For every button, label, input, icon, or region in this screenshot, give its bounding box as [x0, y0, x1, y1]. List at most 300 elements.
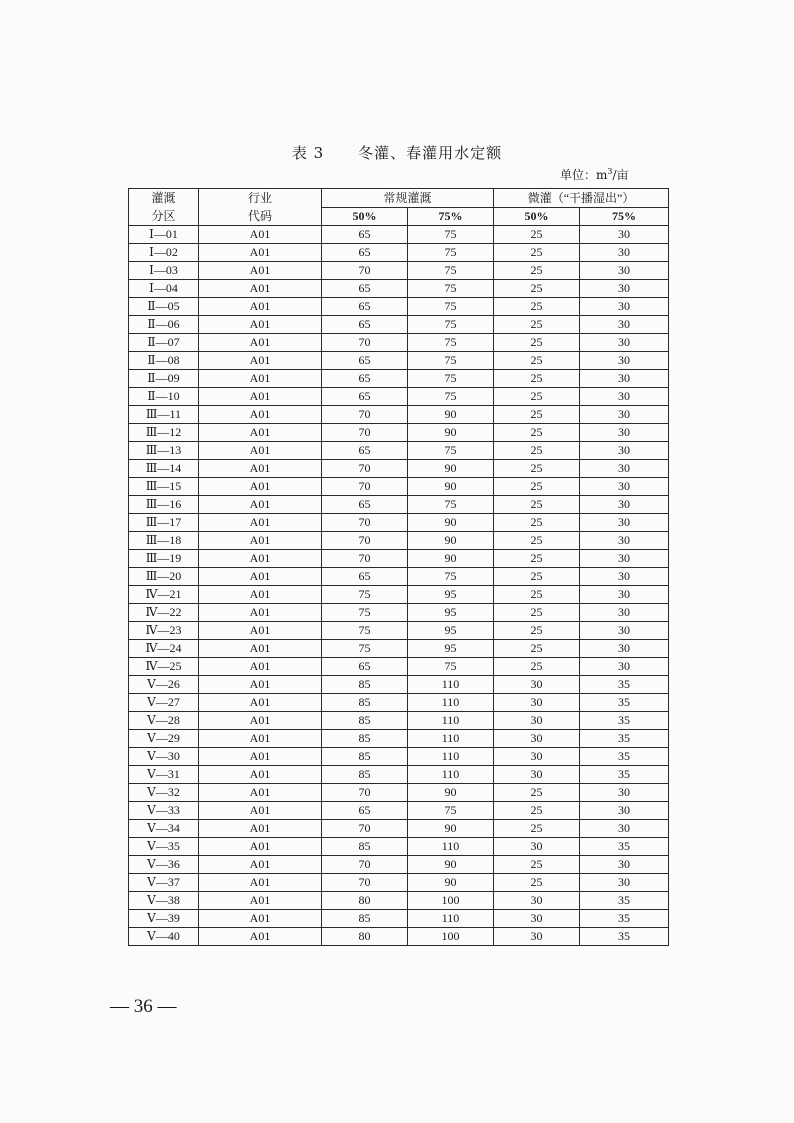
micro-75-cell: 30: [580, 550, 669, 568]
micro-50-cell: 25: [494, 262, 580, 280]
regular-75-cell: 90: [408, 478, 494, 496]
micro-50-cell: 25: [494, 352, 580, 370]
regular-75-cell: 95: [408, 604, 494, 622]
regular-50-cell: 65: [322, 496, 408, 514]
table-number: 表 3: [291, 144, 325, 162]
industry-code-cell: A01: [199, 316, 322, 334]
regular-50-cell: 70: [322, 550, 408, 568]
industry-code-cell: A01: [199, 874, 322, 892]
industry-code-cell: A01: [199, 298, 322, 316]
header-micro-irrigation: 微灌（“干播湿出”）: [494, 189, 669, 208]
micro-50-cell: 30: [494, 676, 580, 694]
table-row: [129, 586, 669, 604]
regular-50-cell: 70: [322, 532, 408, 550]
micro-50-cell: 25: [494, 424, 580, 442]
regular-75-cell: 90: [408, 820, 494, 838]
micro-50-cell: 25: [494, 334, 580, 352]
zone-cell: Ⅴ—34: [129, 820, 199, 838]
zone-cell: Ⅲ—12: [129, 424, 199, 442]
micro-50-cell: 30: [494, 928, 580, 946]
zone-cell: Ⅲ—15: [129, 478, 199, 496]
regular-50-cell: 85: [322, 712, 408, 730]
zone-cell: Ⅴ—27: [129, 694, 199, 712]
table-row: [129, 514, 669, 532]
table-row: [129, 424, 669, 442]
table-row: [129, 766, 669, 784]
table-row: [129, 280, 669, 298]
industry-code-cell: A01: [199, 478, 322, 496]
micro-75-cell: 30: [580, 640, 669, 658]
regular-50-cell: 70: [322, 478, 408, 496]
regular-50-cell: 80: [322, 928, 408, 946]
table-row: [129, 856, 669, 874]
micro-75-cell: 30: [580, 820, 669, 838]
regular-50-cell: 80: [322, 892, 408, 910]
micro-50-cell: 25: [494, 604, 580, 622]
industry-code-cell: A01: [199, 802, 322, 820]
zone-cell: Ⅴ—38: [129, 892, 199, 910]
micro-75-cell: 30: [580, 370, 669, 388]
micro-75-cell: 30: [580, 316, 669, 334]
table-row: [129, 298, 669, 316]
industry-code-cell: A01: [199, 406, 322, 424]
zone-cell: Ⅱ—06: [129, 316, 199, 334]
micro-50-cell: 25: [494, 514, 580, 532]
regular-50-cell: 85: [322, 676, 408, 694]
zone-cell: Ⅳ—23: [129, 622, 199, 640]
regular-50-cell: 65: [322, 226, 408, 244]
table-row: [129, 442, 669, 460]
table-row: [129, 910, 669, 928]
regular-50-cell: 75: [322, 640, 408, 658]
header-regular-50: 50%: [322, 208, 408, 226]
micro-50-cell: 30: [494, 748, 580, 766]
table-row: [129, 226, 669, 244]
micro-75-cell: 30: [580, 586, 669, 604]
micro-75-cell: 30: [580, 874, 669, 892]
zone-cell: Ⅲ—18: [129, 532, 199, 550]
micro-50-cell: 25: [494, 280, 580, 298]
industry-code-cell: A01: [199, 730, 322, 748]
regular-50-cell: 85: [322, 694, 408, 712]
regular-50-cell: 65: [322, 658, 408, 676]
micro-50-cell: 25: [494, 478, 580, 496]
micro-75-cell: 35: [580, 676, 669, 694]
micro-50-cell: 25: [494, 802, 580, 820]
regular-50-cell: 85: [322, 766, 408, 784]
table-row: [129, 802, 669, 820]
industry-code-cell: A01: [199, 496, 322, 514]
micro-50-cell: 30: [494, 712, 580, 730]
unit-suffix: /亩: [612, 168, 629, 182]
industry-code-cell: A01: [199, 784, 322, 802]
table-row: [129, 388, 669, 406]
micro-50-cell: 30: [494, 892, 580, 910]
zone-cell: Ⅳ—24: [129, 640, 199, 658]
industry-code-cell: A01: [199, 568, 322, 586]
regular-75-cell: 100: [408, 928, 494, 946]
micro-75-cell: 30: [580, 532, 669, 550]
regular-50-cell: 70: [322, 874, 408, 892]
micro-50-cell: 25: [494, 658, 580, 676]
regular-50-cell: 65: [322, 568, 408, 586]
table-row: [129, 820, 669, 838]
zone-cell: Ⅴ—36: [129, 856, 199, 874]
regular-50-cell: 70: [322, 460, 408, 478]
micro-75-cell: 35: [580, 838, 669, 856]
regular-50-cell: 70: [322, 424, 408, 442]
table-row: [129, 658, 669, 676]
table-row: [129, 712, 669, 730]
regular-75-cell: 75: [408, 352, 494, 370]
regular-50-cell: 65: [322, 370, 408, 388]
regular-75-cell: 75: [408, 388, 494, 406]
regular-50-cell: 70: [322, 406, 408, 424]
zone-cell: Ⅰ—01: [129, 226, 199, 244]
table-body: [129, 226, 669, 946]
micro-50-cell: 25: [494, 856, 580, 874]
regular-75-cell: 110: [408, 838, 494, 856]
industry-code-cell: A01: [199, 388, 322, 406]
zone-cell: Ⅰ—03: [129, 262, 199, 280]
regular-75-cell: 110: [408, 748, 494, 766]
industry-code-cell: A01: [199, 838, 322, 856]
regular-50-cell: 85: [322, 730, 408, 748]
micro-50-cell: 25: [494, 496, 580, 514]
table-row: [129, 874, 669, 892]
regular-75-cell: 95: [408, 586, 494, 604]
industry-code-cell: A01: [199, 766, 322, 784]
industry-code-cell: A01: [199, 604, 322, 622]
table-row: [129, 892, 669, 910]
regular-50-cell: 85: [322, 838, 408, 856]
table-row: [129, 838, 669, 856]
regular-75-cell: 75: [408, 370, 494, 388]
zone-cell: Ⅲ—17: [129, 514, 199, 532]
regular-75-cell: 90: [408, 532, 494, 550]
table-row: [129, 568, 669, 586]
micro-75-cell: 35: [580, 928, 669, 946]
industry-code-cell: A01: [199, 712, 322, 730]
zone-cell: Ⅳ—21: [129, 586, 199, 604]
industry-code-cell: A01: [199, 262, 322, 280]
micro-75-cell: 35: [580, 730, 669, 748]
regular-50-cell: 75: [322, 622, 408, 640]
regular-75-cell: 90: [408, 406, 494, 424]
zone-cell: Ⅲ—14: [129, 460, 199, 478]
table-row: [129, 478, 669, 496]
regular-50-cell: 70: [322, 820, 408, 838]
header-zone-line1: 灌溉: [151, 191, 176, 205]
industry-code-cell: A01: [199, 424, 322, 442]
table-row: [129, 334, 669, 352]
regular-50-cell: 85: [322, 910, 408, 928]
micro-50-cell: 25: [494, 388, 580, 406]
micro-75-cell: 30: [580, 334, 669, 352]
unit-prefix: 单位：m: [560, 168, 608, 182]
regular-75-cell: 90: [408, 856, 494, 874]
regular-75-cell: 75: [408, 496, 494, 514]
table-row: [129, 370, 669, 388]
industry-code-cell: A01: [199, 334, 322, 352]
zone-cell: Ⅲ—11: [129, 406, 199, 424]
micro-50-cell: 30: [494, 694, 580, 712]
micro-75-cell: 35: [580, 766, 669, 784]
page-number: — 36 —: [110, 996, 177, 1017]
header-regular-75: 75%: [408, 208, 494, 226]
table-row: [129, 640, 669, 658]
zone-cell: Ⅲ—19: [129, 550, 199, 568]
industry-code-cell: A01: [199, 622, 322, 640]
micro-75-cell: 30: [580, 604, 669, 622]
micro-75-cell: 30: [580, 460, 669, 478]
micro-50-cell: 25: [494, 370, 580, 388]
regular-75-cell: 110: [408, 766, 494, 784]
micro-75-cell: 30: [580, 514, 669, 532]
regular-75-cell: 100: [408, 892, 494, 910]
regular-75-cell: 90: [408, 460, 494, 478]
industry-code-cell: A01: [199, 820, 322, 838]
zone-cell: Ⅰ—04: [129, 280, 199, 298]
zone-cell: Ⅳ—25: [129, 658, 199, 676]
table-row: [129, 622, 669, 640]
micro-50-cell: 25: [494, 406, 580, 424]
industry-code-cell: A01: [199, 928, 322, 946]
micro-75-cell: 30: [580, 802, 669, 820]
micro-50-cell: 25: [494, 640, 580, 658]
regular-50-cell: 65: [322, 316, 408, 334]
regular-75-cell: 95: [408, 622, 494, 640]
zone-cell: Ⅲ—16: [129, 496, 199, 514]
header-zone: [129, 189, 199, 226]
water-quota-table: [128, 188, 669, 946]
unit-superscript: 3: [607, 167, 613, 176]
regular-75-cell: 110: [408, 694, 494, 712]
industry-code-cell: A01: [199, 640, 322, 658]
zone-cell: Ⅲ—13: [129, 442, 199, 460]
industry-code-cell: A01: [199, 550, 322, 568]
micro-50-cell: 25: [494, 442, 580, 460]
micro-75-cell: 30: [580, 352, 669, 370]
industry-code-cell: A01: [199, 694, 322, 712]
regular-50-cell: 70: [322, 784, 408, 802]
zone-cell: Ⅱ—05: [129, 298, 199, 316]
zone-cell: Ⅴ—26: [129, 676, 199, 694]
micro-75-cell: 35: [580, 694, 669, 712]
micro-75-cell: 30: [580, 298, 669, 316]
zone-cell: Ⅱ—10: [129, 388, 199, 406]
micro-75-cell: 30: [580, 496, 669, 514]
regular-50-cell: 65: [322, 298, 408, 316]
micro-50-cell: 25: [494, 784, 580, 802]
industry-code-cell: A01: [199, 352, 322, 370]
micro-50-cell: 30: [494, 838, 580, 856]
industry-code-cell: A01: [199, 532, 322, 550]
regular-50-cell: 65: [322, 280, 408, 298]
regular-50-cell: 65: [322, 352, 408, 370]
regular-75-cell: 110: [408, 676, 494, 694]
header-industry-code: [199, 189, 322, 226]
micro-75-cell: 30: [580, 244, 669, 262]
regular-75-cell: 75: [408, 226, 494, 244]
regular-75-cell: 90: [408, 784, 494, 802]
regular-75-cell: 75: [408, 316, 494, 334]
table-row: [129, 262, 669, 280]
regular-50-cell: 70: [322, 334, 408, 352]
regular-75-cell: 75: [408, 658, 494, 676]
micro-75-cell: 30: [580, 424, 669, 442]
regular-75-cell: 75: [408, 802, 494, 820]
table-row: [129, 694, 669, 712]
table-row: [129, 676, 669, 694]
micro-50-cell: 25: [494, 460, 580, 478]
industry-code-cell: A01: [199, 586, 322, 604]
micro-50-cell: 30: [494, 766, 580, 784]
table-row: [129, 352, 669, 370]
industry-code-cell: A01: [199, 676, 322, 694]
table-row: [129, 550, 669, 568]
micro-50-cell: 25: [494, 820, 580, 838]
zone-cell: Ⅰ—02: [129, 244, 199, 262]
micro-50-cell: 25: [494, 586, 580, 604]
micro-50-cell: 30: [494, 910, 580, 928]
regular-75-cell: 75: [408, 334, 494, 352]
regular-75-cell: 75: [408, 280, 494, 298]
micro-50-cell: 25: [494, 298, 580, 316]
zone-cell: Ⅴ—35: [129, 838, 199, 856]
micro-75-cell: 30: [580, 406, 669, 424]
micro-50-cell: 25: [494, 874, 580, 892]
regular-75-cell: 75: [408, 568, 494, 586]
industry-code-cell: A01: [199, 748, 322, 766]
regular-50-cell: 75: [322, 586, 408, 604]
industry-code-cell: A01: [199, 514, 322, 532]
micro-75-cell: 30: [580, 262, 669, 280]
zone-cell: Ⅴ—29: [129, 730, 199, 748]
industry-code-cell: A01: [199, 280, 322, 298]
zone-cell: Ⅱ—07: [129, 334, 199, 352]
zone-cell: Ⅴ—37: [129, 874, 199, 892]
header-zone-line2: 分区: [151, 209, 176, 223]
industry-code-cell: A01: [199, 370, 322, 388]
zone-cell: Ⅲ—20: [129, 568, 199, 586]
regular-50-cell: 70: [322, 856, 408, 874]
micro-75-cell: 35: [580, 892, 669, 910]
table-row: [129, 784, 669, 802]
micro-75-cell: 30: [580, 226, 669, 244]
regular-50-cell: 65: [322, 442, 408, 460]
table-row: [129, 496, 669, 514]
micro-50-cell: 25: [494, 226, 580, 244]
regular-75-cell: 75: [408, 262, 494, 280]
regular-50-cell: 70: [322, 262, 408, 280]
industry-code-cell: A01: [199, 244, 322, 262]
micro-75-cell: 35: [580, 712, 669, 730]
zone-cell: Ⅴ—28: [129, 712, 199, 730]
table-row: [129, 604, 669, 622]
regular-75-cell: 90: [408, 514, 494, 532]
micro-50-cell: 25: [494, 568, 580, 586]
industry-code-cell: A01: [199, 658, 322, 676]
table-row: [129, 406, 669, 424]
micro-75-cell: 30: [580, 442, 669, 460]
regular-75-cell: 90: [408, 550, 494, 568]
table-row: [129, 316, 669, 334]
zone-cell: Ⅱ—08: [129, 352, 199, 370]
regular-50-cell: 65: [322, 244, 408, 262]
header-micro-75: 75%: [580, 208, 669, 226]
micro-50-cell: 30: [494, 730, 580, 748]
table-row: [129, 748, 669, 766]
micro-50-cell: 25: [494, 316, 580, 334]
table-row: [129, 460, 669, 478]
micro-75-cell: 30: [580, 568, 669, 586]
regular-50-cell: 70: [322, 514, 408, 532]
unit-label: [560, 166, 629, 183]
regular-75-cell: 90: [408, 424, 494, 442]
table-row: [129, 532, 669, 550]
industry-code-cell: A01: [199, 892, 322, 910]
regular-75-cell: 75: [408, 244, 494, 262]
micro-75-cell: 35: [580, 910, 669, 928]
zone-cell: Ⅴ—30: [129, 748, 199, 766]
table-row: [129, 928, 669, 946]
regular-50-cell: 65: [322, 388, 408, 406]
regular-75-cell: 95: [408, 640, 494, 658]
zone-cell: Ⅴ—31: [129, 766, 199, 784]
micro-50-cell: 25: [494, 550, 580, 568]
header-industry-line1: 行业: [247, 191, 272, 205]
regular-75-cell: 110: [408, 730, 494, 748]
header-micro-50: 50%: [494, 208, 580, 226]
regular-75-cell: 75: [408, 442, 494, 460]
micro-75-cell: 30: [580, 388, 669, 406]
regular-75-cell: 90: [408, 874, 494, 892]
micro-75-cell: 30: [580, 658, 669, 676]
zone-cell: Ⅱ—09: [129, 370, 199, 388]
table-title: [0, 142, 794, 163]
industry-code-cell: A01: [199, 460, 322, 478]
header-regular-irrigation: 常规灌溉: [322, 189, 494, 208]
header-industry-line2: 代码: [247, 209, 272, 223]
micro-75-cell: 35: [580, 748, 669, 766]
micro-50-cell: 25: [494, 622, 580, 640]
micro-75-cell: 30: [580, 478, 669, 496]
industry-code-cell: A01: [199, 910, 322, 928]
regular-50-cell: 85: [322, 748, 408, 766]
regular-50-cell: 65: [322, 802, 408, 820]
regular-75-cell: 110: [408, 712, 494, 730]
zone-cell: Ⅴ—32: [129, 784, 199, 802]
micro-75-cell: 30: [580, 622, 669, 640]
industry-code-cell: A01: [199, 856, 322, 874]
micro-75-cell: 30: [580, 280, 669, 298]
micro-50-cell: 25: [494, 532, 580, 550]
table-row: [129, 244, 669, 262]
zone-cell: Ⅴ—40: [129, 928, 199, 946]
regular-50-cell: 75: [322, 604, 408, 622]
zone-cell: Ⅴ—39: [129, 910, 199, 928]
regular-75-cell: 110: [408, 910, 494, 928]
zone-cell: Ⅴ—33: [129, 802, 199, 820]
micro-50-cell: 25: [494, 244, 580, 262]
table-row: [129, 730, 669, 748]
industry-code-cell: A01: [199, 442, 322, 460]
micro-75-cell: 30: [580, 784, 669, 802]
regular-75-cell: 75: [408, 298, 494, 316]
micro-75-cell: 30: [580, 856, 669, 874]
zone-cell: Ⅳ—22: [129, 604, 199, 622]
